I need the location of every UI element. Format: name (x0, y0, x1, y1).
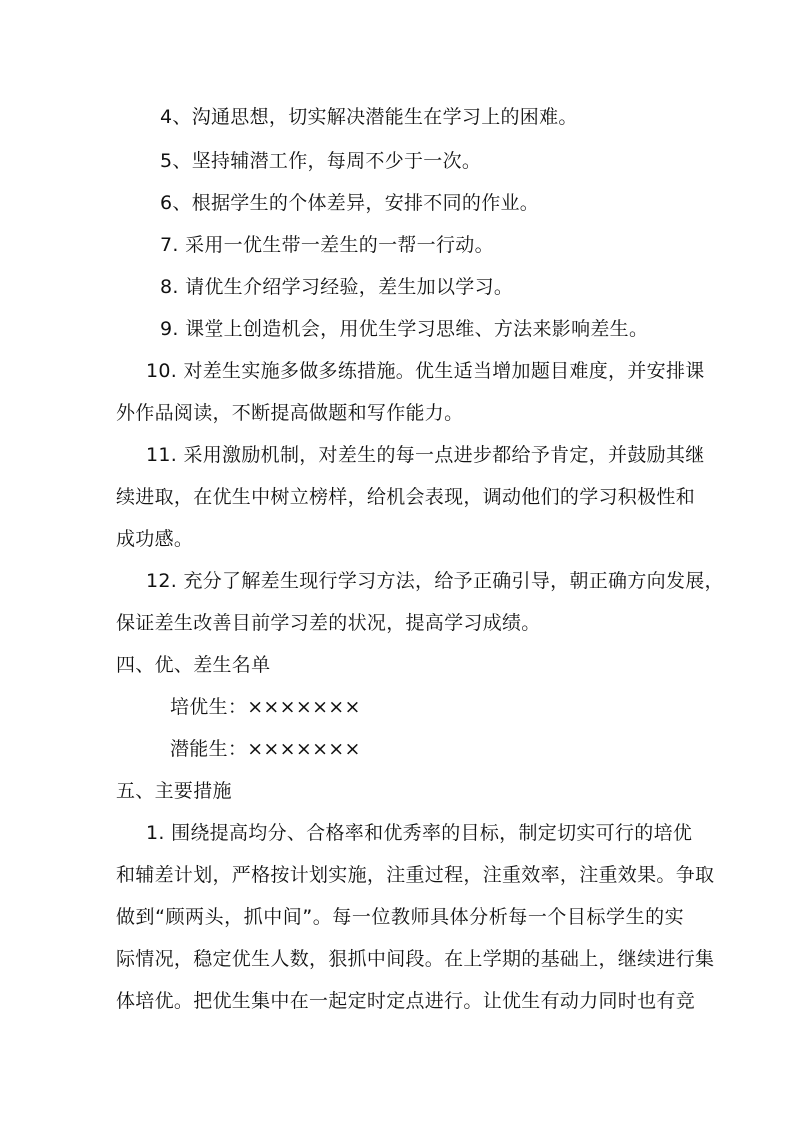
main-measure-1-line-3: 做到“顾两头，抓中间”。每一位教师具体分析每一个目标学生的实 (116, 906, 684, 928)
section-heading-4: 四、优、差生名单 (116, 654, 271, 676)
measure-item-7: 7. 采用一优生带一差生的一帮一行动。 (160, 234, 494, 256)
measure-item-12-line-1: 12. 充分了解差生现行学习方法，给予正确引导，朝正确方向发展， (146, 570, 724, 592)
measure-item-12-line-2: 保证差生改善目前学习差的状况，提高学习成绩。 (116, 612, 541, 634)
measure-item-10-line-1: 10. 对差生实施多做多练措施。优生适当增加题目难度，并安排课 (146, 360, 705, 382)
main-measure-1-line-4: 际情况，稳定优生人数，狠抓中间段。在上学期的基础上，继续进行集 (116, 948, 715, 970)
measure-item-11-line-1: 11. 采用激励机制，对差生的每一点进步都给予肯定，并鼓励其继 (146, 444, 705, 466)
main-measure-1-line-5: 体培优。把优生集中在一起定时定点进行。让优生有动力同时也有竞 (116, 990, 696, 1012)
measure-item-10-line-2: 外作品阅读，不断提高做题和写作能力。 (116, 402, 464, 424)
measure-item-6: 6、根据学生的个体差异，安排不同的作业。 (160, 192, 540, 214)
potential-students-list: 潜能生：××××××× (170, 738, 361, 760)
top-students-list: 培优生：××××××× (170, 696, 361, 718)
measure-item-8: 8. 请优生介绍学习经验，差生加以学习。 (160, 276, 514, 298)
section-heading-5: 五、主要措施 (116, 780, 232, 802)
main-measure-1-line-1: 1. 围绕提高均分、合格率和优秀率的目标，制定切实可行的培优 (146, 822, 693, 844)
measure-item-11-line-2: 续进取，在优生中树立榜样，给机会表现，调动他们的学习积极性和 (116, 486, 696, 508)
main-measure-1-line-2: 和辅差计划，严格按计划实施，注重过程，注重效率，注重效果。争取 (116, 864, 715, 886)
measure-item-5: 5、坚持辅潜工作，每周不少于一次。 (160, 150, 482, 172)
measure-item-4: 4、沟通思想，切实解决潜能生在学习上的困难。 (160, 106, 578, 128)
measure-item-11-line-3: 成功感。 (116, 528, 194, 550)
measure-item-9: 9. 课堂上创造机会，用优生学习思维、方法来影响差生。 (160, 318, 649, 340)
